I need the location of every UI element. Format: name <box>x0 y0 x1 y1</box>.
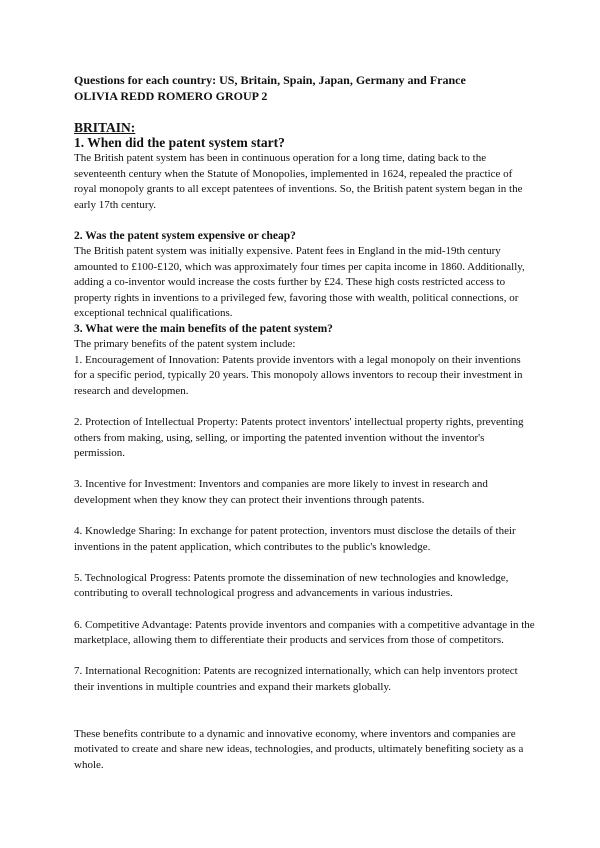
question-1-answer: The British patent system has been in continuous operation for a long time, dating back to the seventeenth century when the Statute of Monopolies, implemented in 1624, repealed the practice of royal monopoly grants to all except patentees of inventions. So, the British patent system began in the early 17th century. <box>74 152 523 211</box>
spacer <box>74 508 536 524</box>
header-author-line: OLIVIA REDD ROMERO GROUP 2 <box>74 89 268 103</box>
spacer <box>74 602 536 618</box>
benefit-item: 6. Competitive Advantage: Patents provide inventors and companies with a competitive advantage in the marketplace, allowing them to differentiate their products and services from those of competitors. <box>74 618 535 647</box>
question-2-heading: 2. Was the patent system expensive or cheap? <box>74 229 296 242</box>
conclusion-paragraph: These benefits contribute to a dynamic and innovative economy, where inventors and companies are motivated to create and share new ideas, technologies, and products, ultimately benefiting society as a whole. <box>74 727 524 771</box>
question-3-heading: 3. What were the main benefits of the patent system? <box>74 322 333 335</box>
document-header <box>74 72 544 104</box>
spacer <box>74 399 536 415</box>
question-3-intro: The primary benefits of the patent system include: <box>74 337 296 350</box>
benefit-item: 3. Incentive for Investment: Inventors and companies are more likely to invest in research and development when they know they can protect their inventions through patents. <box>74 478 488 506</box>
question-1-heading: 1. When did the patent system start? <box>74 135 285 150</box>
benefit-item: 2. Protection of Intellectual Property: Patents protect inventors' intellectual property rights, preventing others from making, using, selling, or importing the patented invention without the inventor's permission. <box>74 415 524 460</box>
spacer <box>74 462 536 478</box>
spacer <box>74 213 536 229</box>
header-questions-line: Questions for each country: US, Britain, Spain, Japan, Germany and France <box>74 73 466 87</box>
question-2-answer: The British patent system was initially expensive. Patent fees in England in the mid-19th century amounted to £100-£120, which was approximately four times per capita income in 1860. Additionally, adding a co-inventor would increase the costs further by £24. These high costs restricted access to property rights in inventions to a privileged few, favoring those with wealth, political connections, or exceptional technical qualifications. <box>74 244 525 320</box>
benefit-item: 1. Encouragement of Innovation: Patents provide inventors with a legal monopoly on their inventions for a specific period, typically 20 years. This monopoly allows inventors to recoup their investment in research and developmen. <box>74 353 523 397</box>
benefit-item: 5. Technological Progress: Patents promote the dissemination of new technologies and knowledge, contributing to overall technological progress and advancements in various industries. <box>74 571 509 600</box>
document-body <box>74 120 536 773</box>
benefit-item: 7. International Recognition: Patents are recognized internationally, which can help inventors protect their inventions in multiple countries and expand their markets globally. <box>74 665 518 693</box>
spacer <box>74 555 536 571</box>
country-heading: BRITAIN: <box>74 120 136 135</box>
spacer <box>74 649 536 665</box>
benefit-item: 4. Knowledge Sharing: In exchange for patent protection, inventors must disclose the details of their inventions in the patent application, which contributes to the public's knowledge. <box>74 525 516 553</box>
spacer <box>74 696 536 727</box>
